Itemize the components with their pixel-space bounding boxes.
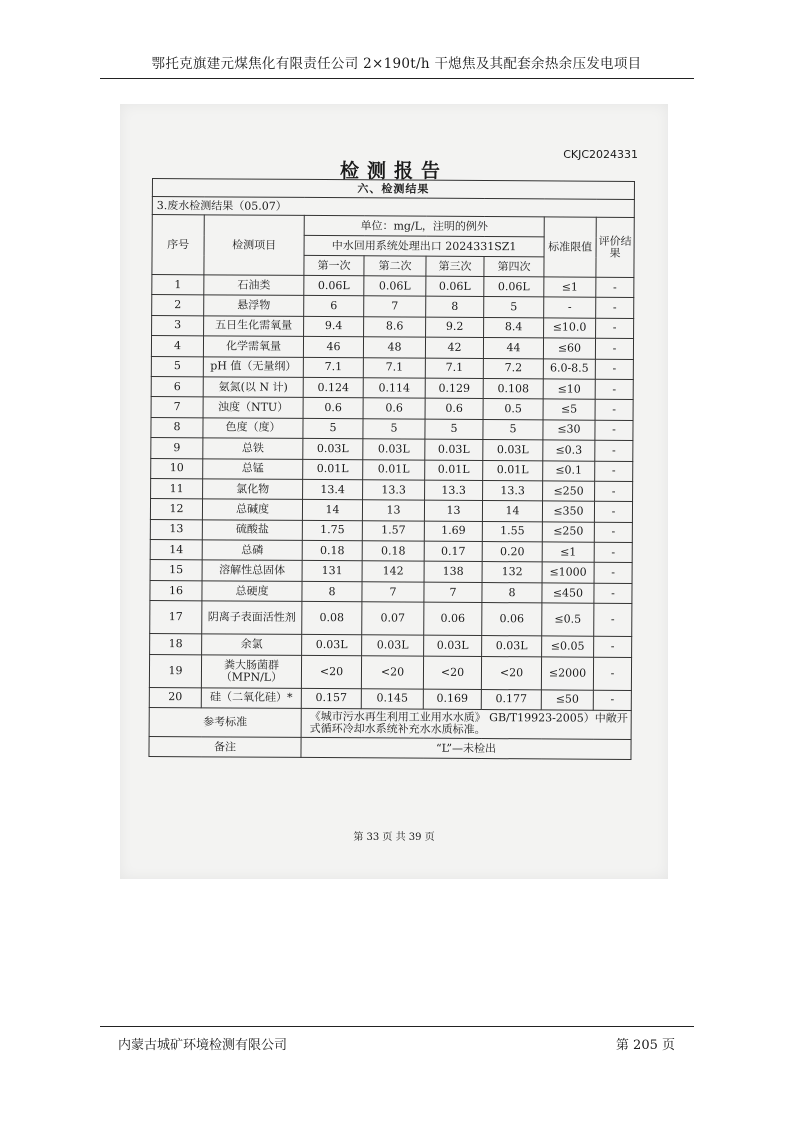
row-value-4: 0.03L: [482, 636, 542, 657]
row-item-name: 硫酸盐: [202, 520, 302, 541]
row-number: 19: [149, 654, 201, 687]
table-row: [150, 540, 632, 563]
header-round-1: 第一次: [304, 255, 364, 275]
row-item-name: 悬浮物: [204, 295, 304, 316]
row-number: 11: [151, 478, 203, 499]
row-evaluation: -: [596, 298, 634, 319]
row-number: 12: [150, 499, 202, 520]
footer-company: 内蒙古城矿环境检测有限公司: [118, 1038, 288, 1053]
row-value-3: 0.6: [425, 399, 483, 420]
row-item-name: 总锰: [203, 458, 303, 479]
row-value-1: 0.03L: [302, 635, 362, 656]
row-value-2: 0.06L: [364, 276, 426, 297]
row-value-4: 132: [482, 562, 542, 583]
row-evaluation: -: [594, 522, 632, 543]
row-number: 1: [152, 275, 204, 296]
row-item-name: 石油类: [204, 275, 304, 296]
row-value-2: 0.07: [362, 602, 424, 635]
row-item-name: 氯化物: [203, 479, 303, 500]
row-value-4: 44: [483, 338, 543, 359]
table-row: [150, 519, 632, 542]
table-row: [152, 315, 634, 338]
row-value-4: <20: [481, 656, 541, 689]
row-evaluation: -: [595, 481, 633, 502]
row-number: 5: [151, 356, 203, 377]
row-value-3: 42: [425, 337, 483, 358]
row-value-1: 9.4: [304, 316, 364, 337]
row-value-2: 7: [364, 296, 426, 317]
row-evaluation: -: [595, 420, 633, 441]
row-limit: ≤1000: [542, 562, 594, 583]
row-number: 14: [150, 540, 202, 561]
row-item-name: 余氯: [202, 634, 302, 655]
row-limit: ≤0.5: [542, 603, 594, 636]
scanned-report-page: [120, 104, 668, 879]
row-limit: ≤5: [543, 399, 595, 420]
row-value-3: 0.17: [424, 541, 482, 562]
row-value-3: 13.3: [425, 480, 483, 501]
row-limit: 6.0-8.5: [543, 358, 595, 379]
row-value-4: 0.06: [482, 603, 542, 636]
header-seq: 序号: [152, 215, 204, 275]
row-value-2: <20: [361, 655, 423, 688]
row-value-1: 14: [302, 500, 362, 521]
table-row: [149, 687, 631, 710]
row-value-4: 0.06L: [484, 277, 544, 298]
row-evaluation: -: [596, 318, 634, 339]
row-limit: ≤1: [544, 277, 596, 298]
row-limit: ≤0.1: [543, 460, 595, 481]
row-value-1: 0.08: [302, 602, 362, 635]
row-item-name: 氨氮(以 N 计): [203, 377, 303, 398]
row-value-1: 0.124: [303, 377, 363, 398]
row-value-4: 8: [482, 582, 542, 603]
row-evaluation: -: [596, 277, 634, 298]
row-evaluation: -: [594, 542, 632, 563]
row-item-name: 色度（度）: [203, 418, 303, 439]
table-row: [152, 295, 634, 318]
row-item-name: 溶解性总固体: [202, 560, 302, 581]
row-item-name: 五日生化需氧量: [204, 316, 304, 337]
row-value-3: 9.2: [426, 317, 484, 338]
row-evaluation: -: [595, 461, 633, 482]
row-value-1: 46: [303, 337, 363, 358]
row-limit: ≤2000: [541, 657, 593, 690]
row-value-4: 0.03L: [483, 440, 543, 461]
row-number: 9: [151, 438, 203, 459]
row-value-4: 8.4: [484, 317, 544, 338]
row-number: 8: [151, 417, 203, 438]
row-value-4: 5: [484, 297, 544, 318]
row-evaluation: -: [595, 359, 633, 380]
row-value-2: 0.01L: [363, 459, 425, 480]
row-number: 13: [150, 519, 202, 540]
row-limit: ≤0.05: [542, 636, 594, 657]
row-evaluation: -: [594, 603, 632, 636]
row-value-4: 0.01L: [483, 460, 543, 481]
row-value-2: 5: [363, 419, 425, 440]
row-evaluation: -: [595, 400, 633, 421]
row-number: 17: [150, 601, 202, 634]
row-value-4: 0.5: [483, 399, 543, 420]
row-number: 2: [152, 295, 204, 316]
report-page-indicator: 第 33 页 共 39 页: [353, 832, 435, 843]
row-value-3: 138: [424, 562, 482, 583]
row-limit: ≤1: [542, 542, 594, 563]
table-row: [151, 478, 633, 501]
row-value-2: 48: [363, 337, 425, 358]
table-row: [150, 499, 632, 522]
row-value-1: 0.01L: [303, 459, 363, 480]
row-limit: ≤250: [542, 522, 594, 543]
report-title: 检测报告: [339, 160, 448, 182]
reference-text: 《城市污水再生利用工业用水水质》 GB/T19923-2005）中敞开式循环冷却水系统补充水水质标准。: [301, 708, 631, 739]
row-limit: ≤10.0: [544, 318, 596, 339]
row-value-3: 7: [424, 582, 482, 603]
header-location: 中水回用系统处理出口 2024331SZ1: [304, 235, 544, 256]
header-rule: [100, 78, 694, 79]
section-title: 六、检测结果: [152, 179, 634, 200]
row-value-3: <20: [423, 656, 481, 689]
row-item-name: 总硬度: [202, 581, 302, 602]
row-value-4: 1.55: [482, 521, 542, 542]
row-item-name: pH 值（无量纲）: [203, 356, 303, 377]
row-number: 15: [150, 560, 202, 581]
row-value-2: 0.03L: [363, 439, 425, 460]
row-value-1: 5: [303, 418, 363, 439]
row-item-name: 化学需氧量: [203, 336, 303, 357]
row-item-name: 总铁: [203, 438, 303, 459]
table-row: [151, 336, 633, 359]
row-value-2: 7.1: [363, 357, 425, 378]
row-value-4: 7.2: [483, 358, 543, 379]
row-item-name: 总磷: [202, 540, 302, 561]
row-value-2: 13.3: [363, 480, 425, 501]
reference-label: 参考标准: [149, 708, 301, 738]
row-value-2: 7: [362, 582, 424, 603]
row-value-3: 0.129: [425, 378, 483, 399]
row-value-2: 0.145: [361, 688, 423, 709]
row-value-2: 0.03L: [362, 635, 424, 656]
row-value-3: 0.03L: [425, 439, 483, 460]
footer-page-number: 第 205 页: [615, 1038, 675, 1053]
table-row: [151, 376, 633, 399]
footer-rule: [100, 1026, 694, 1027]
row-evaluation: -: [595, 338, 633, 359]
row-value-1: 7.1: [303, 357, 363, 378]
row-value-1: 6: [304, 296, 364, 317]
table-row: [151, 417, 633, 440]
table-row: [150, 601, 632, 637]
row-value-2: 0.6: [363, 398, 425, 419]
row-value-2: 0.18: [362, 541, 424, 562]
row-number: 16: [150, 580, 202, 601]
row-evaluation: -: [594, 583, 632, 604]
header-evaluation: 评价结果: [596, 217, 634, 277]
row-limit: ≤10: [543, 379, 595, 400]
row-value-4: 0.20: [482, 542, 542, 563]
wastewater-results-table: [148, 178, 635, 760]
page-header-title: 鄂托克旗建元煤焦化有限责任公司 2×190t/h 干熄焦及其配套余热余压发电项目: [151, 56, 642, 72]
table-row: [151, 458, 633, 481]
row-value-1: 0.157: [301, 688, 361, 709]
row-evaluation: -: [594, 636, 632, 657]
row-value-3: 7.1: [425, 358, 483, 379]
row-limit: ≤60: [543, 338, 595, 359]
header-limit: 标准限值: [544, 217, 596, 277]
table-row: [151, 356, 633, 379]
row-limit: ≤350: [542, 501, 594, 522]
row-value-1: 1.75: [302, 520, 362, 541]
row-limit: ≤50: [541, 690, 593, 711]
row-evaluation: -: [594, 502, 632, 523]
subsection-title: 3.废水检测结果（05.07）: [152, 197, 634, 218]
row-number: 20: [149, 687, 201, 708]
row-value-1: 0.03L: [303, 439, 363, 460]
header-round-4: 第四次: [484, 257, 544, 277]
row-evaluation: -: [595, 379, 633, 400]
row-value-2: 1.57: [362, 520, 424, 541]
row-number: 6: [151, 376, 203, 397]
row-evaluation: -: [595, 440, 633, 461]
row-item-name: 阴离子表面活性剂: [202, 601, 302, 635]
row-value-3: 0.01L: [425, 460, 483, 481]
row-value-1: 13.4: [303, 479, 363, 500]
row-limit: ≤250: [543, 481, 595, 502]
row-value-3: 8: [426, 297, 484, 318]
header-round-3: 第三次: [426, 256, 484, 276]
table-row: [151, 438, 633, 461]
row-value-1: 0.6: [303, 398, 363, 419]
row-value-1: 8: [302, 581, 362, 602]
note-text: “L”—未检出: [301, 737, 631, 759]
row-value-3: 0.03L: [424, 635, 482, 656]
row-item-name: 总碱度: [202, 499, 302, 520]
header-round-2: 第二次: [364, 256, 426, 276]
row-value-4: 5: [483, 419, 543, 440]
row-value-3: 13: [424, 500, 482, 521]
table-row: [149, 654, 631, 690]
row-evaluation: -: [594, 563, 632, 584]
row-limit: -: [544, 297, 596, 318]
row-limit: ≤450: [542, 583, 594, 604]
row-number: 7: [151, 397, 203, 418]
row-value-1: <20: [301, 655, 361, 688]
row-value-3: 0.06: [424, 602, 482, 635]
row-evaluation: -: [593, 690, 631, 711]
report-code: CKJC2024331: [563, 148, 638, 161]
table-row: [151, 397, 633, 420]
row-value-1: 131: [302, 561, 362, 582]
row-limit: ≤30: [543, 420, 595, 441]
row-value-4: 0.108: [483, 378, 543, 399]
row-limit: ≤0.3: [543, 440, 595, 461]
header-item: 检测项目: [204, 215, 304, 276]
row-value-4: 0.177: [481, 689, 541, 710]
row-number: 3: [152, 315, 204, 336]
row-evaluation: -: [593, 657, 631, 690]
row-item-name: 硅（二氧化硅）*: [201, 687, 301, 708]
row-number: 18: [150, 634, 202, 655]
row-value-3: 1.69: [424, 521, 482, 542]
row-value-3: 5: [425, 419, 483, 440]
row-item-name: 粪大肠菌群（MPN/L）: [201, 654, 301, 688]
header-unit: 单位：mg/L，注明的例外: [304, 215, 544, 236]
row-value-4: 13.3: [483, 480, 543, 501]
row-value-1: 0.18: [302, 541, 362, 562]
row-value-3: 0.169: [423, 689, 481, 710]
row-value-2: 142: [362, 561, 424, 582]
row-item-name: 浊度（NTU）: [203, 397, 303, 418]
row-value-3: 0.06L: [426, 276, 484, 297]
row-value-2: 8.6: [364, 317, 426, 338]
row-number: 4: [151, 336, 203, 357]
row-value-1: 0.06L: [304, 275, 364, 296]
row-value-4: 14: [482, 501, 542, 522]
note-label: 备注: [149, 737, 301, 758]
row-value-2: 13: [362, 500, 424, 521]
row-number: 10: [151, 458, 203, 479]
table-row: [152, 275, 634, 298]
row-value-2: 0.114: [363, 378, 425, 399]
